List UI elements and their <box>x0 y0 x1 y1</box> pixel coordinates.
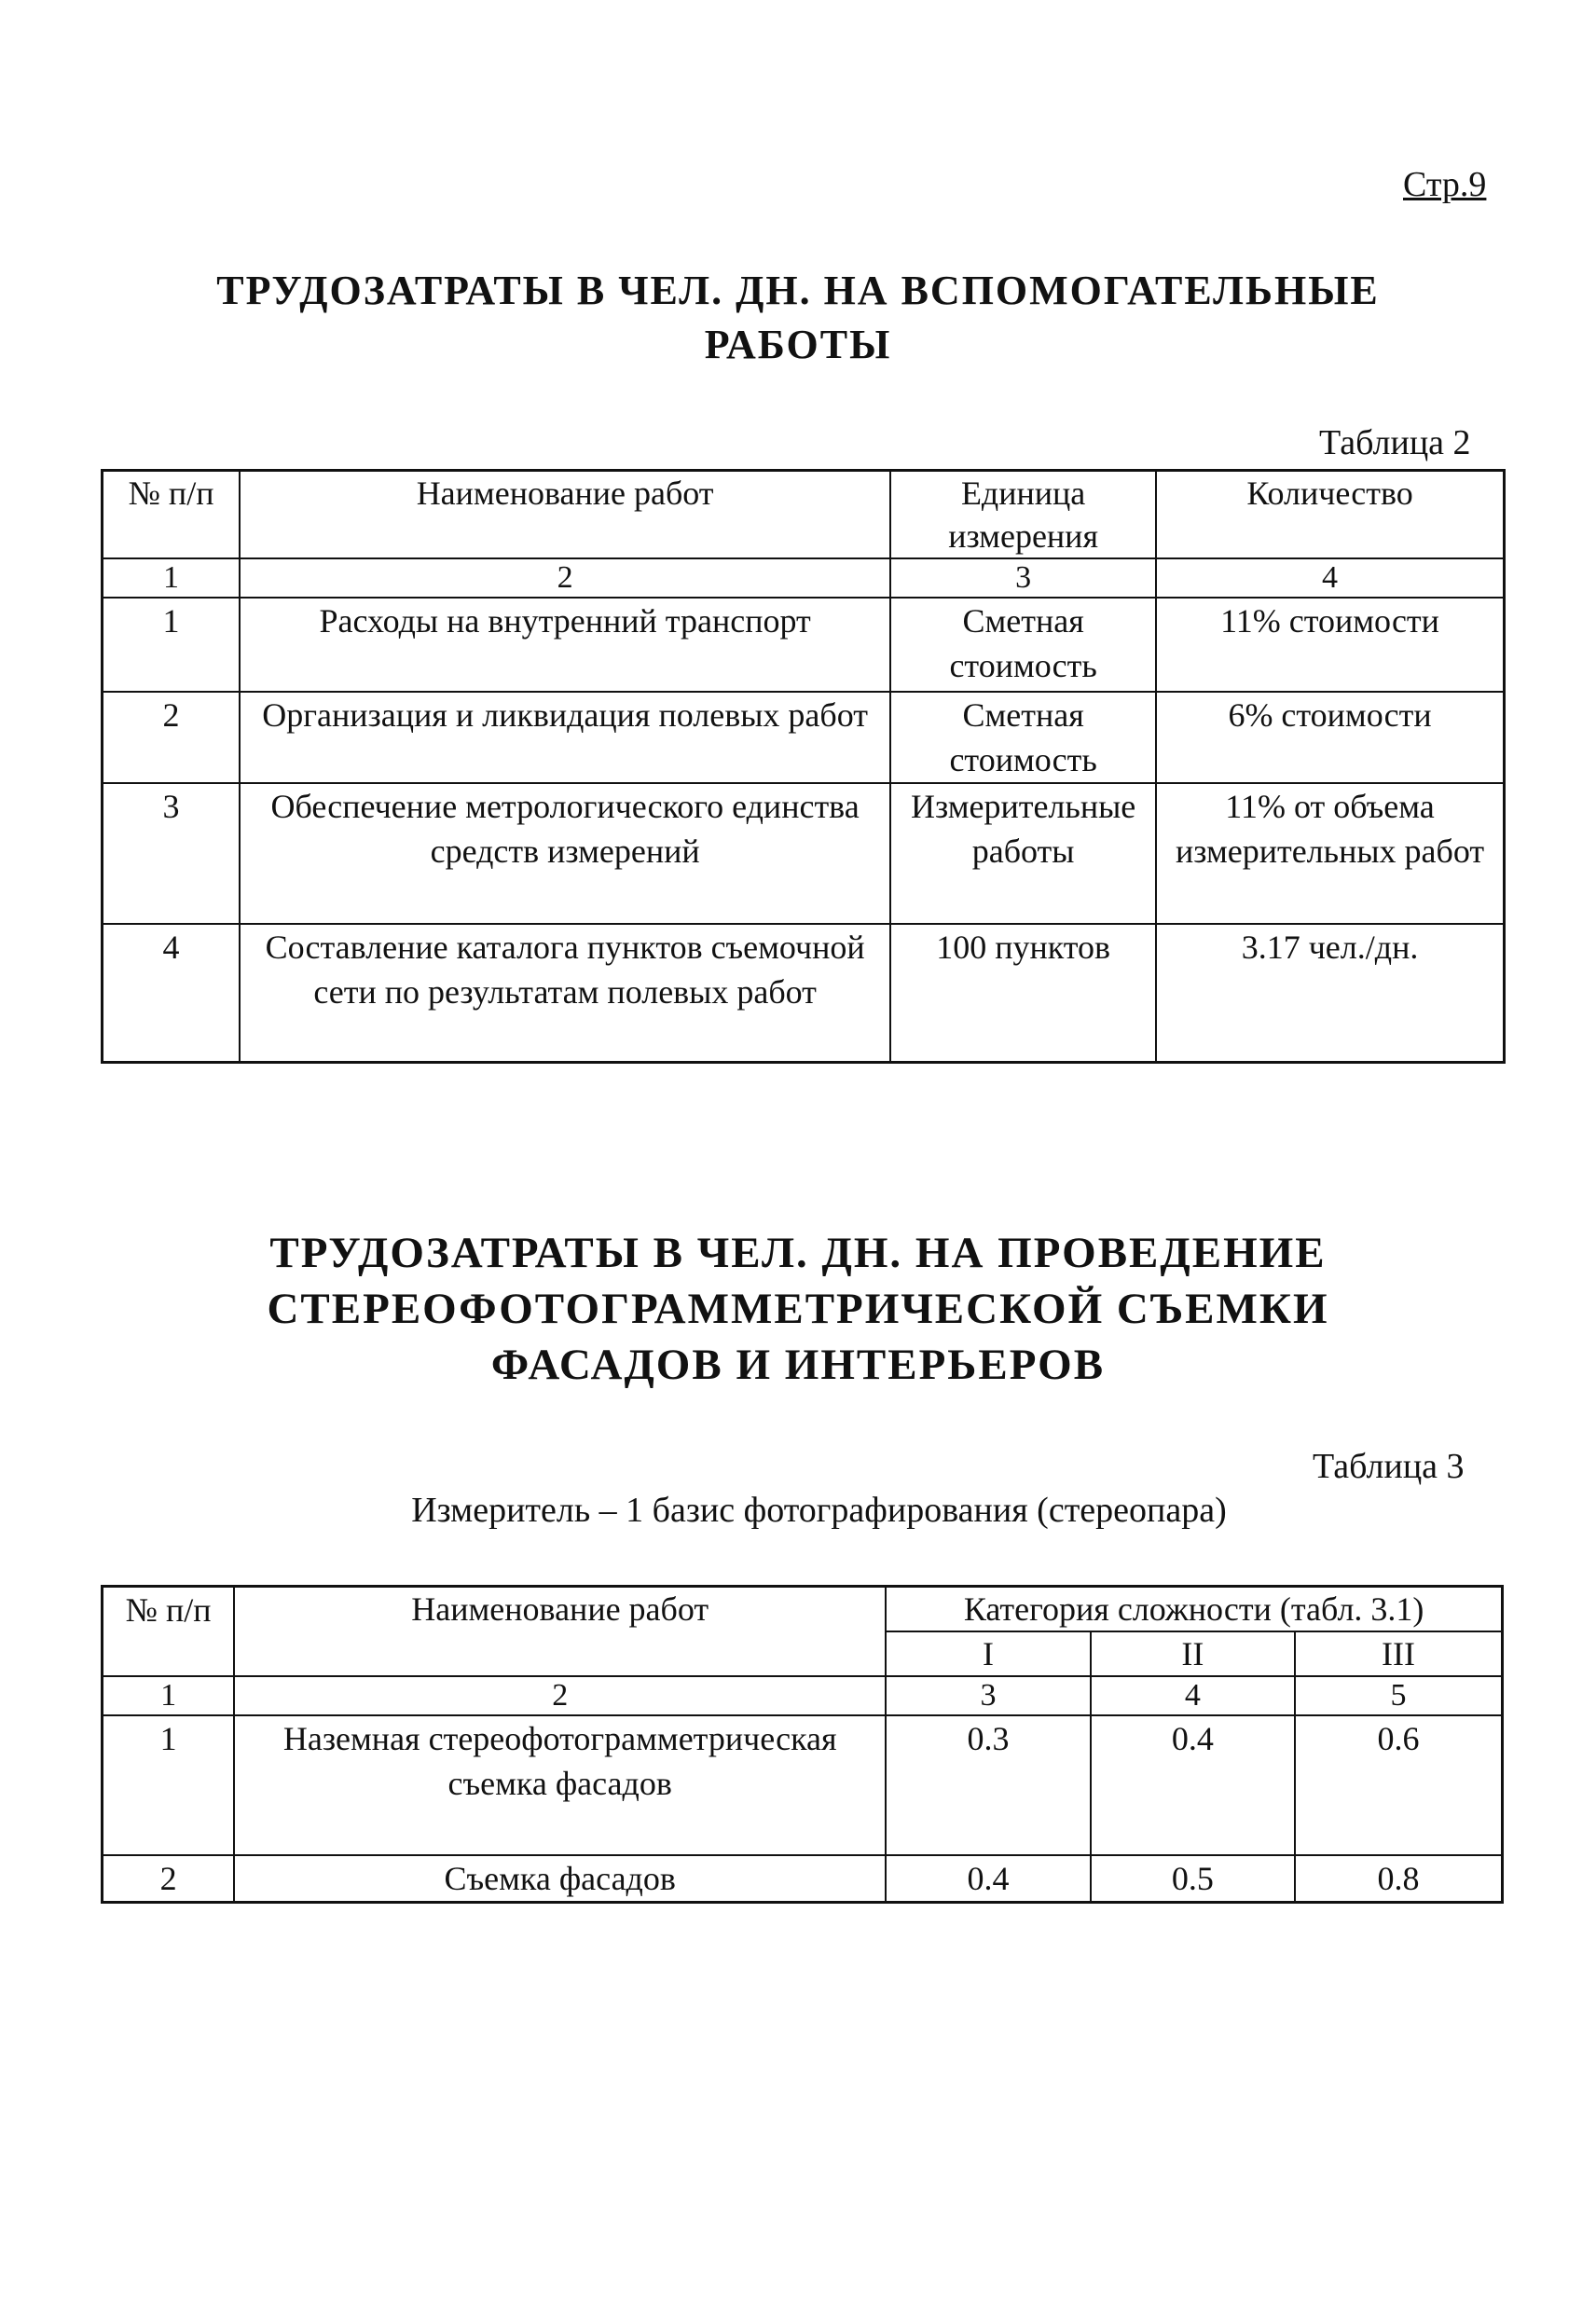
header-cell: № п/п <box>103 1587 235 1677</box>
category-col: II <box>1091 1631 1295 1676</box>
header-cell: № п/п <box>103 471 241 559</box>
category-col: III <box>1295 1631 1502 1676</box>
quantity: 6% стоимости <box>1156 692 1504 783</box>
category-value: 0.5 <box>1091 1855 1295 1903</box>
quantity: 11% стоимости <box>1156 598 1504 692</box>
category-value: 0.3 <box>886 1715 1090 1855</box>
table-row <box>103 1855 1503 1903</box>
header-cell-category: Категория сложности (табл. 3.1) <box>886 1587 1502 1632</box>
column-number-row <box>103 1676 1503 1715</box>
column-number: 4 <box>1091 1676 1295 1715</box>
column-number: 3 <box>886 1676 1090 1715</box>
page-number: Стр.9 <box>1403 165 1487 204</box>
category-value: 0.6 <box>1295 1715 1502 1855</box>
row-number: 3 <box>103 783 241 924</box>
category-value: 0.8 <box>1295 1855 1502 1903</box>
work-name: Расходы на внутренний транспорт <box>240 598 890 692</box>
row-number: 4 <box>103 924 241 1062</box>
category-col: I <box>886 1631 1090 1676</box>
table-header-row <box>103 471 1505 559</box>
quantity: 3.17 чел./дн. <box>1156 924 1504 1062</box>
column-number: 2 <box>240 558 890 598</box>
table-3-stereophotogrammetric-survey <box>101 1585 1504 1904</box>
header-cell: Наименование работ <box>234 1587 886 1677</box>
column-number: 1 <box>103 1676 235 1715</box>
work-name: Съемка фасадов <box>234 1855 886 1903</box>
category-value: 0.4 <box>1091 1715 1295 1855</box>
row-number: 1 <box>103 598 241 692</box>
column-number-row <box>103 558 1505 598</box>
work-name: Составление каталога пунктов съемочной сети по результатам полевых работ <box>240 924 890 1062</box>
header-cell: Наименование работ <box>240 471 890 559</box>
row-number: 1 <box>103 1715 235 1855</box>
quantity: 11% от объема измерительных работ <box>1156 783 1504 924</box>
column-number: 5 <box>1295 1676 1502 1715</box>
unit: Измерительные работы <box>890 783 1156 924</box>
table-row <box>103 1715 1503 1855</box>
unit: Сметная стоимость <box>890 598 1156 692</box>
column-number: 1 <box>103 558 241 598</box>
work-name: Наземная стереофотограмметрическая съемка фасадов <box>234 1715 886 1855</box>
table-row <box>103 598 1505 692</box>
category-value: 0.4 <box>886 1855 1090 1903</box>
table-3-label: Таблица 3 <box>1313 1447 1465 1486</box>
section-title-stereophotogrammetric-survey: ТРУДОЗАТРАТЫ В ЧЕЛ. ДН. НА ПРОВЕДЕНИЕ СТЕРЕОФОТОГРАММЕТРИЧЕСКОЙ СЪЕМКИ ФАСАДОВ И ИНТЕРЬЕРОВ <box>267 1229 1329 1389</box>
table-row <box>103 692 1505 783</box>
table-row <box>103 924 1505 1062</box>
table-3-measure-note: Измеритель – 1 базис фотографирования (стереопара) <box>411 1491 1227 1530</box>
table-2-auxiliary-works <box>101 469 1506 1064</box>
column-number: 4 <box>1156 558 1504 598</box>
unit: 100 пунктов <box>890 924 1156 1062</box>
section-title-auxiliary-works: ТРУДОЗАТРАТЫ В ЧЕЛ. ДН. НА ВСПОМОГАТЕЛЬНЫЕ РАБОТЫ <box>216 268 1380 367</box>
table-header-row <box>103 1587 1503 1632</box>
work-name: Обеспечение метрологического единства средств измерений <box>240 783 890 924</box>
table-row <box>103 783 1505 924</box>
header-cell: Единица измерения <box>890 471 1156 559</box>
table-2-label: Таблица 2 <box>1319 423 1471 462</box>
unit: Сметная стоимость <box>890 692 1156 783</box>
work-name: Организация и ликвидация полевых работ <box>240 692 890 783</box>
header-cell: Количество <box>1156 471 1504 559</box>
column-number: 2 <box>234 1676 886 1715</box>
row-number: 2 <box>103 1855 235 1903</box>
column-number: 3 <box>890 558 1156 598</box>
row-number: 2 <box>103 692 241 783</box>
